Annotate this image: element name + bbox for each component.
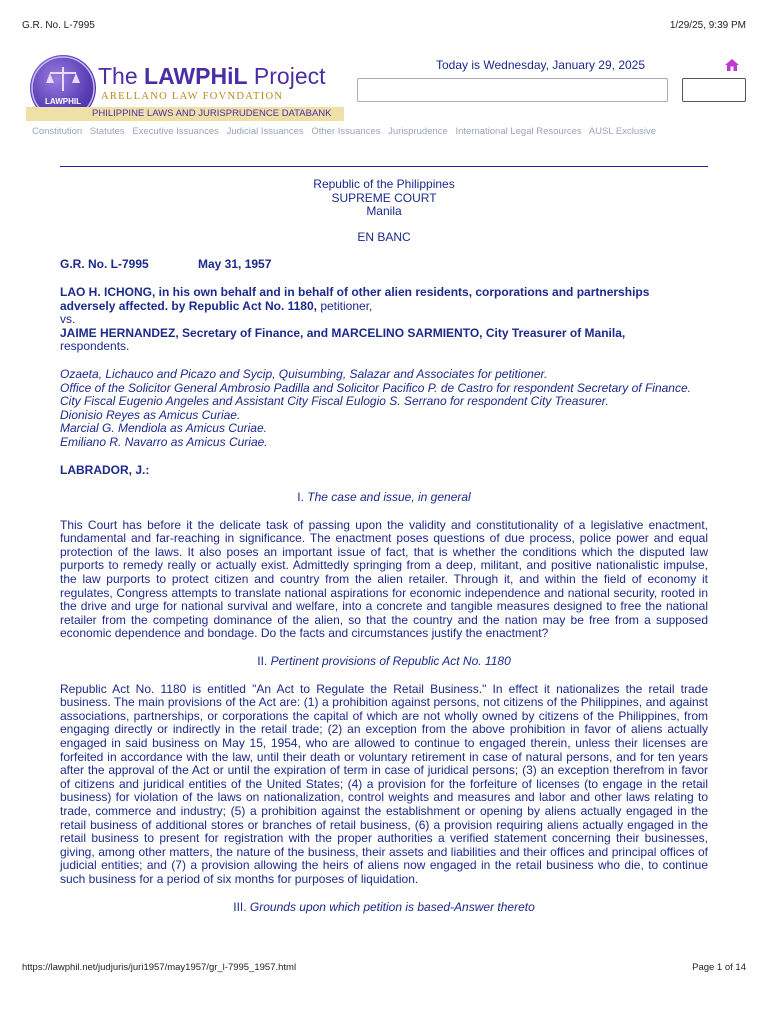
heading-city: Manila <box>366 204 402 219</box>
counsel-line: Emiliano R. Navarro as Amicus Curiae. <box>60 434 268 449</box>
nav-item-international-legal-resources[interactable]: International Legal Resources <box>455 126 582 137</box>
page-number: Page 1 of 14 <box>692 962 746 973</box>
decision-date: May 31, 1957 <box>198 257 272 272</box>
counsel-line: Office of the Solicitor General Ambrosio Padilla and Solicitor Pacifico P. de Castro for respondent Secretary of Finance. <box>60 380 691 395</box>
counsel-line: Dionisio Reyes as Amicus Curiae. <box>60 407 241 422</box>
paragraph-2: Republic Act No. 1180 is entitled "An Act to Regulate the Retail Business." In effect it nationalizes the retail trade business. The main provisions of the Act are: (1) a prohibition against persons, not citizens of the Philippines, and against associations, partnerships, or corporations the capital of which are not wholly owned by citizens of the Philippines, from engaging directly or indirectly in the retail trade; (2) an exception from the above prohibition in favor of aliens actually engaged in said business on May 15, 1954, who are allowed to continue to engaged therein, unless their licenses are forfeited in accordance with the law, until their death or voluntary retirement in case of natural persons, and for ten years after the approval of the Act or until the expiration of term in case of juridical persons; (3) an exception therefrom in favor of citizens and juridical entities of the United States; (4) a provision for the forfeiture of licenses (to engage in the retail business) for violation of the laws on nationalization, control weights and measures and labor and other laws relating to trade, commerce and industry; (5) a prohibition against the establishment or opening by aliens actually engaged in the retail business of additional stores or branches of retail business, (6) a provision requiring aliens actually engaged in the retail business to present for registration with the proper authorities a verified statement concerning their businesses, giving, among other matters, the nature of the business, their assets and liabilities and their offices and principal offices of judicial entities; and (7) a provision allowing the heirs of aliens now engaged in the retail business who die, to continue such business for a period of six months for purposes of liquidation. <box>60 681 708 886</box>
logo-subtitle: ARELLANO LAW FOVNDATION <box>101 91 284 102</box>
section-heading-1: I. The case and issue, in general <box>297 490 471 505</box>
case-number-line <box>60 258 708 272</box>
section-heading-3: III. Grounds upon which petition is based-Answer thereto <box>233 899 535 914</box>
nav-item-ausl-exclusive[interactable]: AUSL Exclusive <box>588 126 657 137</box>
home-icon[interactable] <box>724 57 740 73</box>
section-heading-2: II. Pertinent provisions of Republic Act No. 1180 <box>257 654 511 669</box>
respondent-role: respondents. <box>60 339 130 354</box>
counsel-line: City Fiscal Eugenio Angeles and Assistant City Fiscal Eulogio S. Serrano for respondent City Treasurer. <box>60 394 609 409</box>
versus: vs. <box>60 312 76 327</box>
seal-label: LAWPHIL <box>45 97 81 106</box>
nav-item-jurisprudence[interactable]: Jurisprudence <box>388 126 448 137</box>
decision-body <box>60 178 708 914</box>
case-number: G.R. No. L-7995 <box>60 257 149 272</box>
header-divider <box>60 166 708 167</box>
counsel-line: Ozaeta, Lichauco and Picazo and Sycip, Quisumbing, Salazar and Associates for petitioner. <box>60 366 548 381</box>
print-footer <box>22 962 746 976</box>
petitioner-caption: LAO H. ICHONG, in his own behalf and in behalf of other alien residents, corporations and partnerships adversely affected. by Republic Act No. 1180, petitioner, <box>60 284 650 313</box>
counsel-line: Marcial G. Mendiola as Amicus Curiae. <box>60 421 267 436</box>
main-nav <box>32 126 661 137</box>
print-header-timestamp: 1/29/25, 9:39 PM <box>669 20 746 31</box>
heading-court: SUPREME COURT <box>331 190 437 205</box>
print-header-title: G.R. No. L-7995 <box>22 20 95 31</box>
respondent-caption: JAIME HERNANDEZ, Secretary of Finance, and MARCELINO SARMIENTO, City Treasurer of Manila, <box>60 325 626 340</box>
nav-item-executive-issuances[interactable]: Executive Issuances <box>132 126 219 137</box>
heading-republic: Republic of the Philippines <box>313 177 455 191</box>
lawphil-logo[interactable] <box>26 55 352 125</box>
nav-item-constitution[interactable]: Constitution <box>32 126 83 137</box>
search-button[interactable] <box>682 78 746 102</box>
ponente: LABRADOR, J.: <box>60 462 150 477</box>
nav-item-other-issuances[interactable]: Other Issuances <box>311 126 381 137</box>
paragraph-1: This Court has before it the delicate task of passing upon the validity and constitutionality of a legislative enactment, fundamental and far-reaching in significance. The enactment poses questions of due process, police power and equal protection of the laws. It also poses an important issue of fact, that is whether the conditions which the disputed law purports to remedy really or actually exist. Admittedly springing from a deep, militant, and positive nationalistic impulse, the law purports to protect citizen and country from the alien retailer. Through it, and within the field of economy it regulates, Congress attempts to translate national aspirations for economic independence and national security, rooted in the drive and urge for national survival and welfare, into a concrete and tangible measures designed to free the national retailer from the competing dominance of the alien, so that the country and the nation may be free from a supposed economic dependence and bondage. Do the facts and circumstances justify the enactment? <box>60 517 708 641</box>
logo-databank-bar: PHILIPPINE LAWS AND JURISPRUDENCE DATABANK <box>26 107 344 121</box>
logo-title: The LAWPHiL Project <box>98 63 326 89</box>
nav-item-judicial-issuances[interactable]: Judicial Issuances <box>226 126 304 137</box>
print-footer-url: https://lawphil.net/judjuris/juri1957/may1957/gr_l-7995_1957.html <box>22 962 297 973</box>
division-label: EN BANC <box>357 229 411 244</box>
search-input[interactable] <box>357 78 668 102</box>
print-header <box>22 20 746 34</box>
nav-item-statutes[interactable]: Statutes <box>89 126 125 137</box>
today-date: Today is Wednesday, January 29, 2025 <box>436 58 646 72</box>
